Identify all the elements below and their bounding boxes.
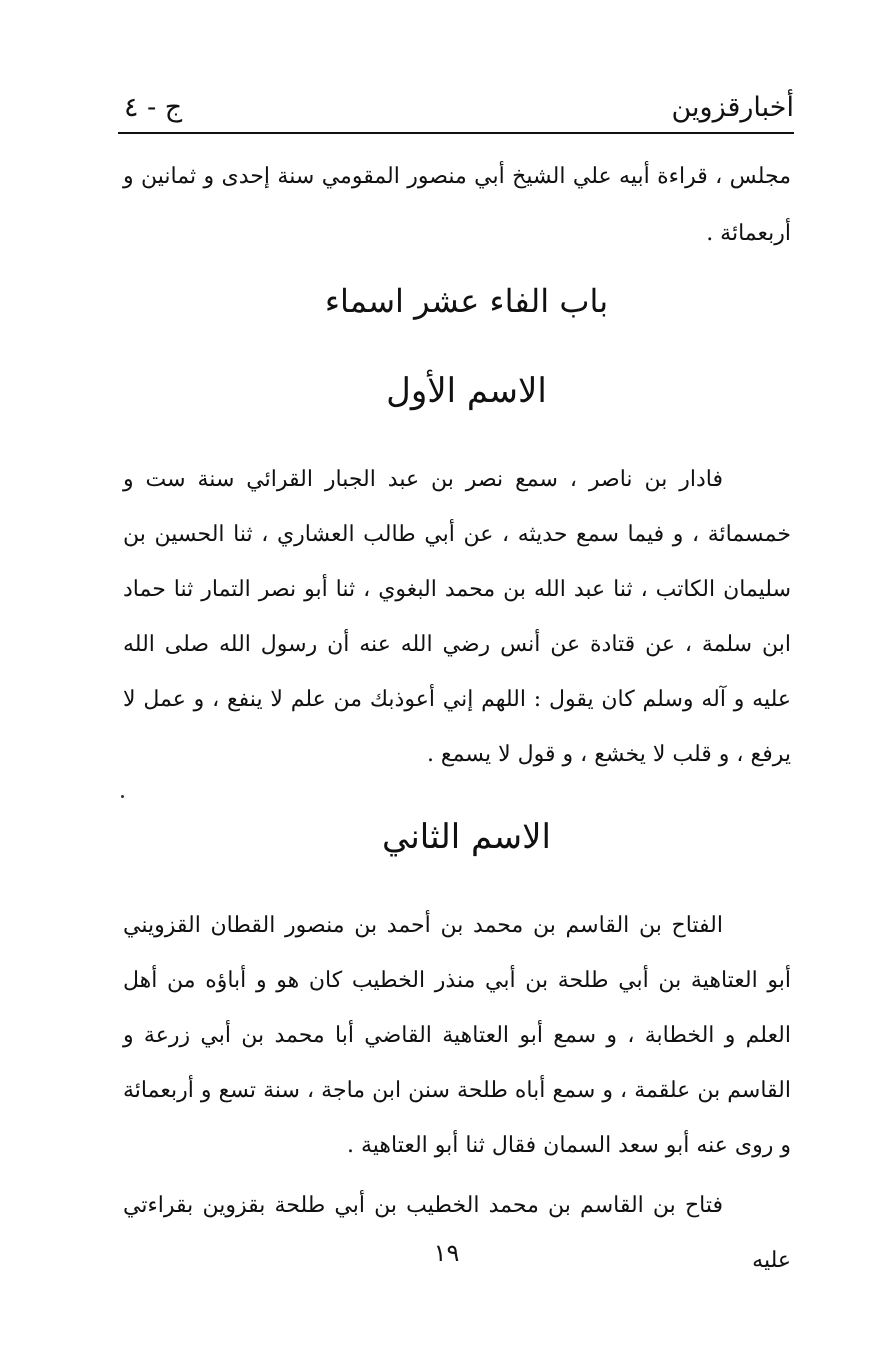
running-header [118,88,794,134]
name1-heading: الاسم الأول [386,371,547,411]
section-title: باب الفاء عشر اسماء [324,282,609,320]
page-number: ١٩ [433,1239,460,1267]
entry3-paragraph: فتاح بن القاسم بن محمد الخطيب بن أبي طلحة بقزوين بقراءتي عليه [123,1193,791,1273]
intro-paragraph: مجلس ، قراءة أبيه علي الشيخ أبي منصور المقومي سنة إحدى و ثمانين و أربعمائة . [123,164,791,246]
volume-label: ج - ٤ [124,92,183,123]
book-title: أخبارقزوين [671,92,794,123]
name2-heading: الاسم الثاني [382,817,551,857]
scan-speck [121,795,124,798]
entry1-paragraph: فادار بن ناصر ، سمع نصر بن عبد الجبار القرائي سنة ست و خمسمائة ، و فيما سمع حديثه ، عن أبي طالب العشاري ، ثنا الحسين بن سليمان الكاتب ، ثنا عبد الله بن محمد البغوي ، ثنا أبو نصر التمار ثنا حماد ابن سلمة ، عن قتادة عن أنس رضي الله عنه أن رسول الله صلى الله عليه و آله وسلم كان يقول : اللهم إني أعوذبك من علم لا ينفع ، و عمل لا يرفع ، و قلب لا يخشع ، و قول لا يسمع . [123,467,791,767]
entry2-paragraph: الفتاح بن القاسم بن محمد بن أحمد بن منصور القطان القزويني أبو العتاهية بن أبي طلحة بن أبي منذر الخطيب كان هو و أباؤه من أهل العلم و الخطابة ، و سمع أبو العتاهية القاضي أبا محمد بن أبي زرعة و القاسم بن علقمة ، و سمع أباه طلحة سنن ابن ماجة ، سنة تسع و أربعمائة و روى عنه أبو سعد السمان فقال ثنا أبو العتاهية . [123,913,791,1158]
